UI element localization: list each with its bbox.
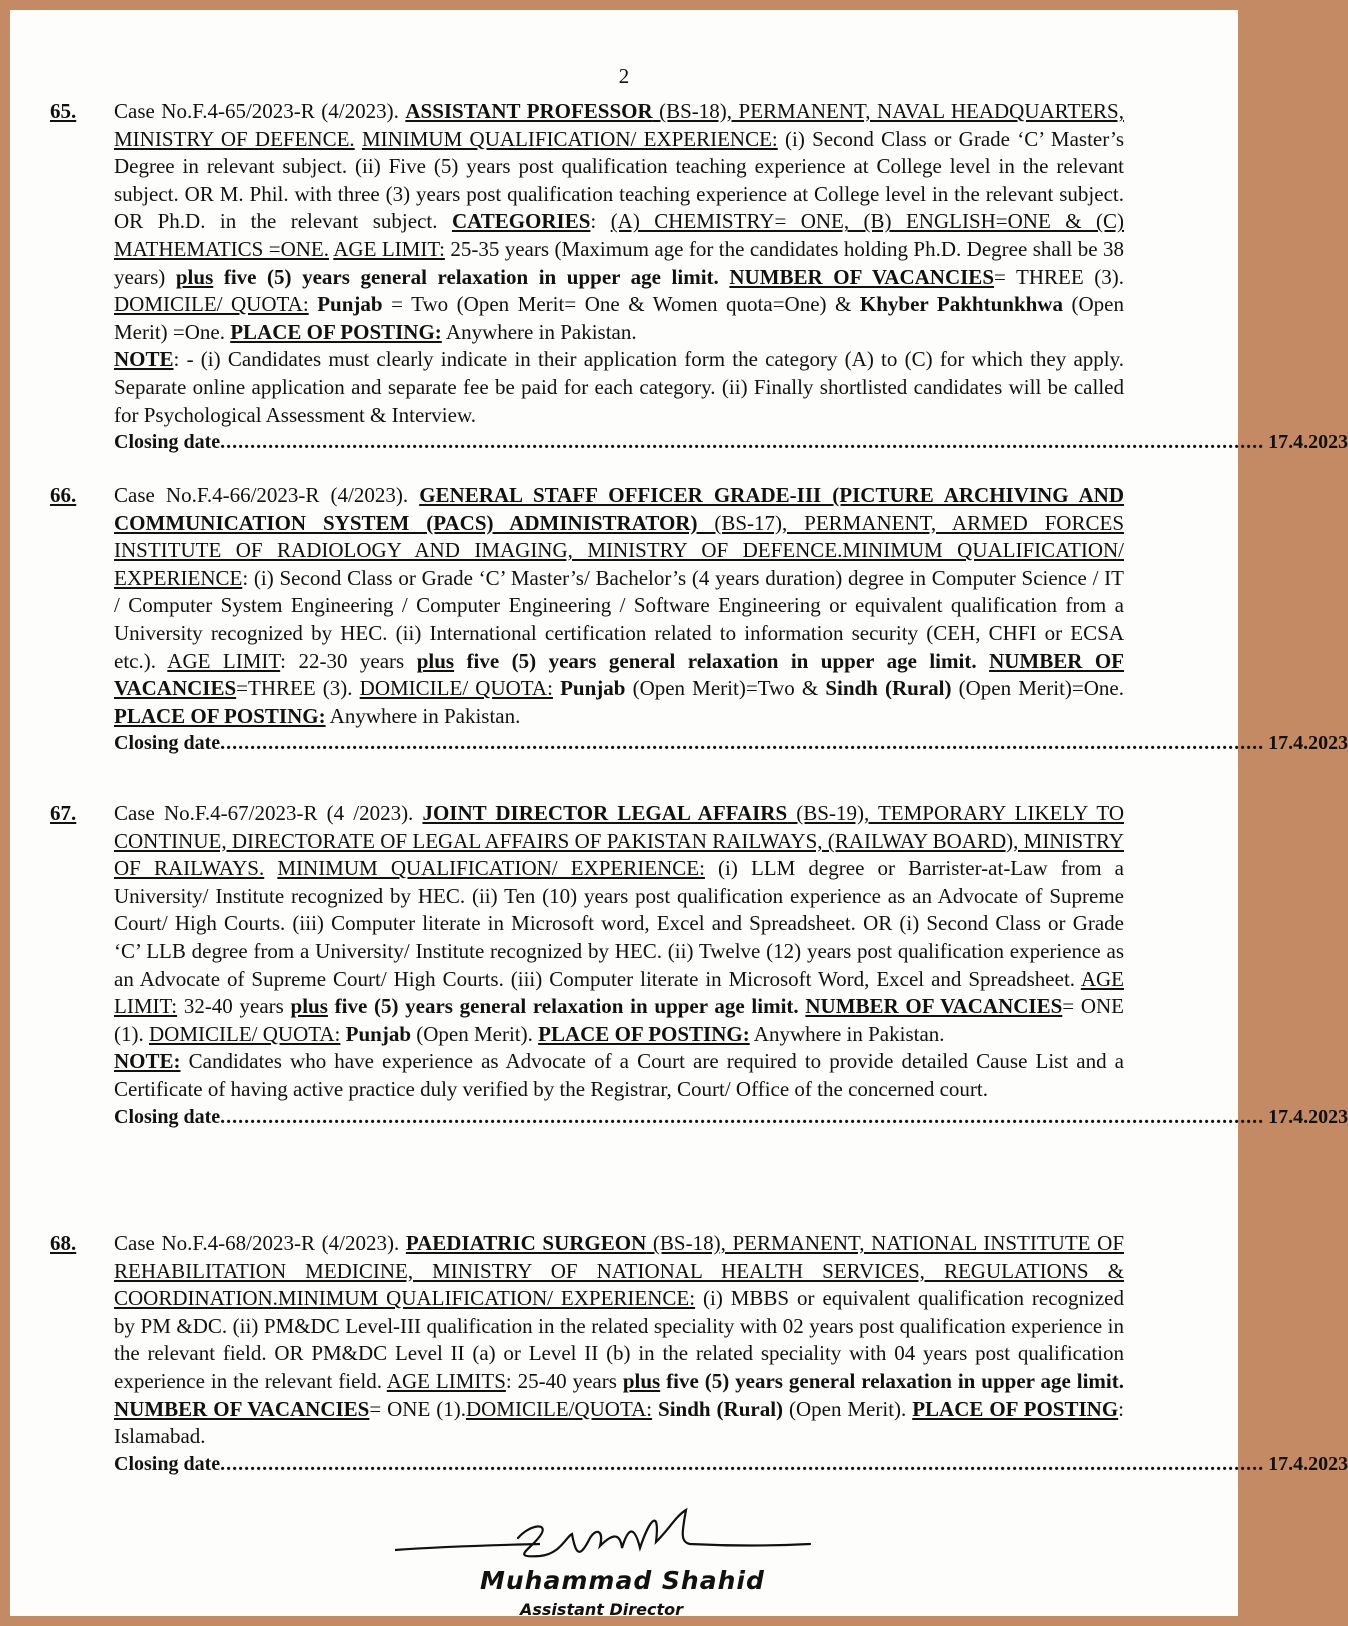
text-run: NOTE: xyxy=(114,1049,181,1074)
text-run: Case No.F.4-65/2023-R (4/2023). xyxy=(114,99,406,123)
case-description xyxy=(114,98,1124,346)
text-run: five (5) years general relaxation in upper age limit. xyxy=(660,1368,1125,1393)
signatory-title: Assistant Director xyxy=(520,1600,684,1619)
closing-date-label: Closing date xyxy=(114,732,221,755)
text-run: : xyxy=(590,209,611,234)
text-run: ASSISTANT PROFESSOR xyxy=(405,99,653,123)
text-run: Candidates who have experience as Advocate of a Court are required to provide detailed Cause List and a Certificate of having active practice duly verified by the Registrar, Court/ Office of the concerned court. xyxy=(114,1049,1124,1101)
case-66 xyxy=(50,482,1348,756)
closing-date-value: 17.4.2023 xyxy=(1268,431,1348,454)
text-run: PLACE OF POSTING: xyxy=(114,703,326,728)
case-body xyxy=(114,98,1124,429)
text-run: NUMBER OF VACANCIES xyxy=(114,1396,370,1421)
text-run: NUMBER OF VACANCIES xyxy=(114,648,1125,701)
text-run: (BS-17), PERMANENT, ARMED FORCES INSTITUTE OF RADIOLOGY AND IMAGING, MINISTRY OF DEFENCE.MINIMUM QUALIFICATION/ EXPERIENCE xyxy=(114,510,1124,590)
text-run: five (5) years general relaxation in upper age limit. xyxy=(327,994,799,1019)
text-run: DOMICILE/ QUOTA: xyxy=(114,292,309,317)
text-run: (Open Merit)=One. xyxy=(951,676,1124,701)
text-run xyxy=(355,127,362,151)
closing-date-row xyxy=(114,730,1348,756)
closing-date-label: Closing date xyxy=(114,1105,221,1128)
text-run: (i) LLM degree or Barrister-at-Law from a University/ Institute recognized by HEC. (ii) Ten (10) years post qualification experience as an Advocate of Supreme Court/ High Courts. (iii) Computer literate in Microsoft word, Excel and Spreadsheet. OR (i) Second Class or Grade ‘C’ LLB degree from a University/ Institute recognized by HEC. (ii) Twelve (12) years post qualification experience as an Advocate of Supreme Court/ High Courts. (iii) Computer literate in Microsoft Word, Excel and Spreadsheet. xyxy=(114,856,1125,991)
case-description xyxy=(114,1230,1124,1451)
text-run: Case No.F.4-66/2023-R (4/2023). xyxy=(114,483,420,507)
text-run: Case No.F.4-68/2023-R (4/2023). xyxy=(114,1231,406,1255)
case-number: 66. xyxy=(50,483,77,507)
page-number: 2 xyxy=(618,64,630,88)
text-run: (A) CHEMISTRY= ONE, (B) ENGLISH=ONE & (C) MATHEMATICS =ONE. xyxy=(114,209,1124,261)
case-description xyxy=(114,482,1124,730)
text-run: plus xyxy=(290,994,328,1019)
case-body xyxy=(114,800,1124,1104)
text-run xyxy=(977,649,989,673)
text-run: Anywhere in Pakistan. xyxy=(441,319,637,344)
text-run: JOINT DIRECTOR LEGAL AFFAIRS xyxy=(422,801,788,825)
text-run: (BS-18), PERMANENT, NAVAL HEADQUARTERS, MINISTRY OF DEFENCE. xyxy=(114,99,1124,151)
text-run: DOMICILE/QUOTA: xyxy=(465,1396,653,1421)
text-run: five (5) years general relaxation in upper age limit. xyxy=(213,264,719,289)
text-run: (Open Merit). xyxy=(783,1396,913,1421)
case-number: 65. xyxy=(50,99,77,123)
text-run: (BS-18), PERMANENT, NATIONAL INSTITUTE OF REHABILITATION MEDICINE, MINISTRY OF NATIONAL HEALTH SERVICES, REGULATIONS & COORDINATION.MINIMUM QUALIFICATION/ EXPERIENCE: xyxy=(114,1231,1125,1311)
text-run: : - (i) Candidates must clearly indicate in their application form the category (A) to (C) for which they apply. Separate online application and separate fee be paid for each category. (ii) Finally shortlisted candidates will be called for Psychological Assessment & Interview. xyxy=(114,347,1124,427)
dot-leader: .............................................................................................................................................................................. xyxy=(220,1105,1265,1128)
text-run: Punjab xyxy=(317,292,383,317)
text-run: NUMBER OF VACANCIES xyxy=(729,264,994,289)
text-run: (Open Merit)=Two & xyxy=(625,676,826,701)
closing-date-label: Closing date xyxy=(114,431,221,454)
signature-scribble xyxy=(390,1498,840,1616)
dot-leader: .............................................................................................................................................................................. xyxy=(220,732,1265,755)
text-run: : 22-30 years xyxy=(280,648,417,673)
closing-date-row xyxy=(114,429,1348,455)
text-run: Anywhere in Pakistan. xyxy=(325,703,521,728)
text-run xyxy=(264,856,277,880)
text-run: MINIMUM QUALIFICATION/ EXPERIENCE: xyxy=(277,856,705,881)
closing-date-value: 17.4.2023 xyxy=(1268,1452,1348,1475)
text-run: (i) Second Class or Grade ‘C’ Master’s Degree in relevant subject. (ii) Five (5) years post qualification teaching experience at College level in the relevant subject. OR M. Phil. with three (3) years post qualification teaching experience at College level in the relevant subject. OR Ph.D. in the relevant subject. xyxy=(114,126,1125,234)
text-run: AGE LIMITS xyxy=(386,1368,506,1393)
closing-date-value: 17.4.2023 xyxy=(1268,1105,1348,1128)
text-run: NOTE xyxy=(114,347,174,372)
text-run: DOMICILE/ QUOTA: xyxy=(359,676,553,701)
text-run: : Islamabad. xyxy=(114,1396,1125,1449)
text-run: (Open Merit) =One. xyxy=(114,292,1124,344)
text-run: : (i) Second Class or Grade ‘C’ Master’s/ Bachelor’s (4 years duration) degree in Computer Science / IT / Computer System Engineering / Computer Engineering / Software Engineering or equivalent qualification from a University recognized by HEC. (ii) International certification related to information security (CEH, CHFI or ECSA etc.). xyxy=(114,565,1124,673)
case-number: 68. xyxy=(50,1231,77,1255)
text-run: = Two (Open Merit= One & Women quota=One) & xyxy=(382,292,860,317)
text-run: Khyber Pakhtunkhwa xyxy=(859,292,1063,317)
text-run: MINIMUM QUALIFICATION/ EXPERIENCE: xyxy=(361,126,778,151)
text-run: Sindh (Rural) xyxy=(825,676,952,701)
case-description xyxy=(114,800,1124,1048)
case-68 xyxy=(50,1230,1348,1477)
text-run: = THREE (3). xyxy=(994,264,1124,289)
text-run: AGE LIMIT: xyxy=(333,236,445,261)
text-run: 25-35 years (Maximum age for the candidates holding Ph.D. Degree shall be 38 years) xyxy=(114,236,1124,289)
text-run: plus xyxy=(622,1368,661,1393)
text-run: AGE LIMIT xyxy=(167,648,281,673)
text-run xyxy=(553,676,560,700)
closing-date-row xyxy=(114,1104,1348,1130)
case-number: 67. xyxy=(50,801,77,825)
text-run: AGE LIMIT: xyxy=(114,966,1124,1019)
text-run: plus xyxy=(175,264,214,289)
text-run: (BS-19), TEMPORARY LIKELY TO CONTINUE, DIRECTORATE OF LEGAL AFFAIRS OF PAKISTAN RAILWAYS, (RAILWAY BOARD), MINISTRY OF RAILWAYS. xyxy=(114,801,1124,881)
text-run: : 25-40 years xyxy=(505,1368,623,1393)
text-run: Anywhere in Pakistan. xyxy=(749,1021,945,1046)
closing-date-label: Closing date xyxy=(114,1452,221,1475)
text-run: DOMICILE/ QUOTA: xyxy=(149,1021,341,1046)
text-run: PAEDIATRIC SURGEON xyxy=(405,1231,647,1255)
text-run: Punjab xyxy=(560,676,626,701)
dot-leader: .............................................................................................................................................................................. xyxy=(220,431,1265,454)
case-note xyxy=(114,346,1124,429)
text-run: (Open Merit). xyxy=(411,1021,539,1046)
text-run: = ONE (1). xyxy=(369,1396,466,1421)
text-run: NUMBER OF VACANCIES xyxy=(805,994,1063,1019)
document-page xyxy=(10,10,1348,1619)
text-run: Sindh (Rural) xyxy=(658,1396,784,1421)
text-run: GENERAL STAFF OFFICER GRADE-III (PICTURE ARCHIVING AND COMMUNICATION SYSTEM (PACS) ADMINISTRATOR) xyxy=(114,483,1125,535)
text-run: Punjab xyxy=(345,1021,411,1046)
text-run: PLACE OF POSTING xyxy=(912,1396,1119,1421)
signatory-name: Muhammad Shahid xyxy=(480,1566,765,1595)
text-run: 32-40 years xyxy=(177,994,291,1019)
closing-date-row xyxy=(114,1451,1348,1477)
closing-date-value: 17.4.2023 xyxy=(1268,732,1348,755)
text-run xyxy=(309,292,318,316)
text-run xyxy=(719,265,730,289)
text-run: PLACE OF POSTING: xyxy=(230,319,442,344)
text-run: (i) MBBS or equivalent qualification recognized by PM &DC. (ii) PM&DC Level-III qualification in the related speciality with 02 years post qualification experience in the relevant field. OR PM&DC Level II (a) or Level II (b) in the related speciality with 04 years post qualification experience in the relevant field. xyxy=(114,1286,1124,1393)
text-run: Case No.F.4-67/2023-R (4 /2023). xyxy=(114,801,423,825)
dot-leader: .............................................................................................................................................................................. xyxy=(220,1452,1265,1475)
text-run: =THREE (3). xyxy=(236,676,360,701)
text-run: PLACE OF POSTING: xyxy=(538,1021,750,1046)
case-67 xyxy=(50,800,1348,1130)
case-body xyxy=(114,1230,1124,1451)
text-run: CATEGORIES xyxy=(451,209,591,234)
case-65 xyxy=(50,98,1348,455)
text-run: five (5) years general relaxation in upper age limit. xyxy=(454,648,977,673)
case-note xyxy=(114,1048,1124,1103)
text-run: = ONE (1). xyxy=(114,994,1125,1046)
case-body xyxy=(114,482,1124,730)
text-run: plus xyxy=(416,648,455,673)
